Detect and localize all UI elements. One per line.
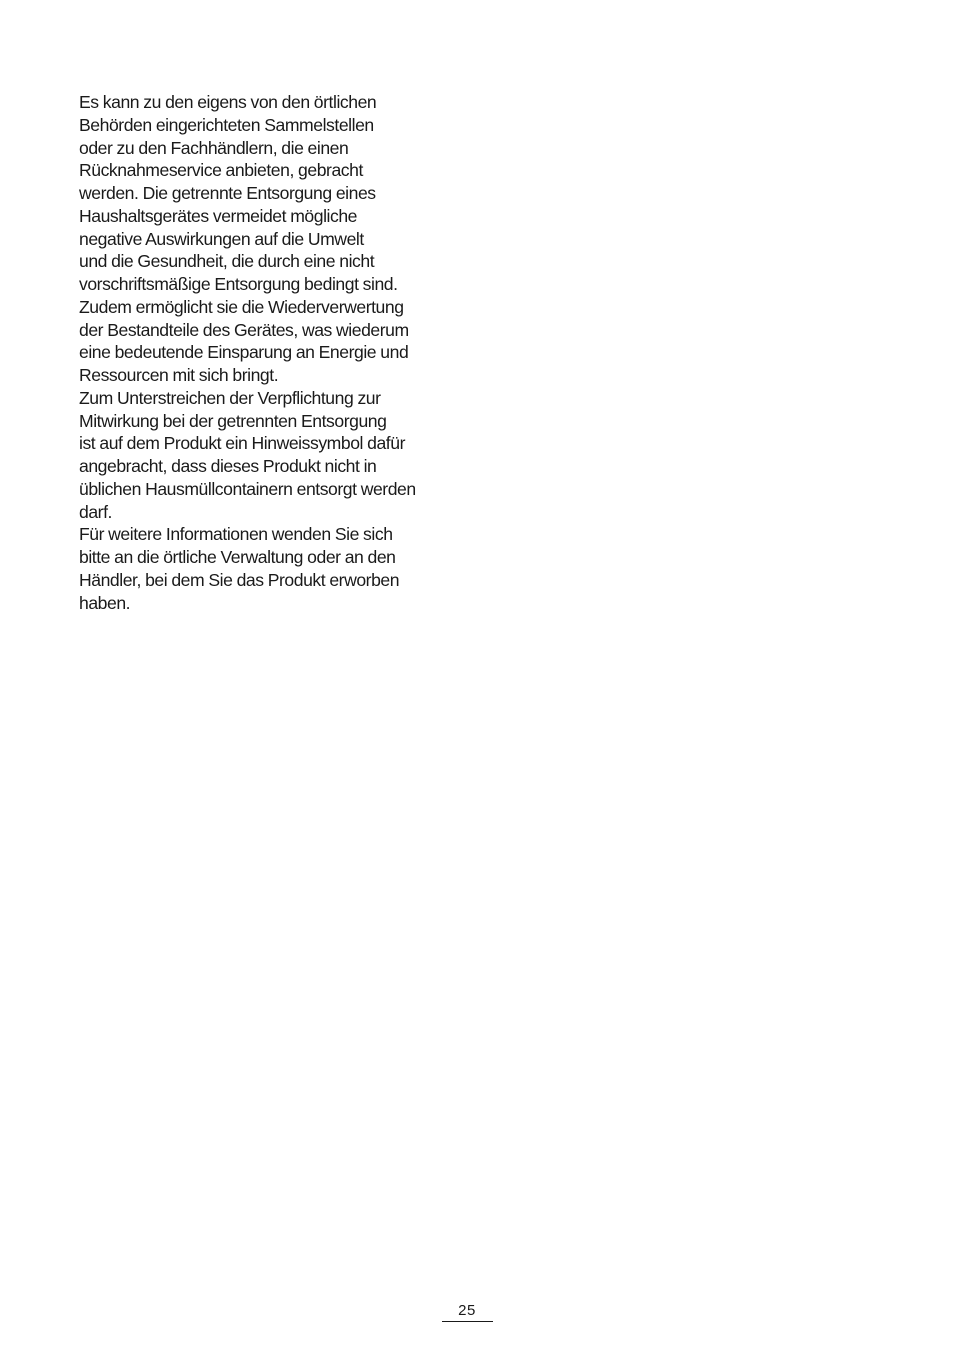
text-line: Zum Unterstreichen der Verpflichtung zur bbox=[79, 387, 381, 408]
text-line: Ressourcen mit sich bringt. bbox=[79, 365, 279, 385]
text-line: der Bestandteile des Gerätes, was wiederum bbox=[79, 319, 409, 340]
text-line: Haushaltsgerätes vermeidet mögliche bbox=[79, 205, 358, 226]
body-text bbox=[79, 91, 459, 614]
text-line: eine bedeutende Einsparung an Energie und bbox=[79, 342, 409, 363]
text-line: üblichen Hausmüllcontainern entsorgt werden bbox=[79, 478, 416, 499]
text-line: bitte an die örtliche Verwaltung oder an den bbox=[79, 547, 396, 567]
text-line: Zudem ermöglicht sie die Wiederverwertung bbox=[79, 296, 404, 317]
text-line: und die Gesundheit, die durch eine nicht bbox=[79, 251, 375, 272]
text-line: Für weitere Informationen wenden Sie sich bbox=[79, 524, 393, 545]
text-line: oder zu den Fachhändlern, die einen bbox=[79, 137, 349, 158]
text-line: ist auf dem Produkt ein Hinweissymbol dafür bbox=[79, 433, 405, 454]
text-line: Rücknahmeservice anbieten, gebracht bbox=[79, 160, 363, 181]
text-line: angebracht, dass dieses Produkt nicht in bbox=[79, 456, 377, 476]
page-number-underline bbox=[442, 1321, 493, 1322]
page-number: 25 bbox=[458, 1302, 476, 1319]
text-line: vorschriftsmäßige Entsorgung bedingt sind. bbox=[79, 274, 398, 294]
text-line: negative Auswirkungen auf die Umwelt bbox=[79, 228, 364, 249]
text-line: Mitwirkung bei der getrennten Entsorgung bbox=[79, 410, 387, 431]
text-line: darf. bbox=[79, 501, 112, 522]
text-line: haben. bbox=[79, 592, 131, 613]
text-line: Es kann zu den eigens von den örtlichen bbox=[79, 92, 377, 112]
text-line: werden. Die getrennte Entsorgung eines bbox=[79, 183, 376, 203]
text-line: Behörden eingerichteten Sammelstellen bbox=[79, 114, 374, 135]
text-line: Händler, bei dem Sie das Produkt erworben bbox=[79, 569, 400, 590]
